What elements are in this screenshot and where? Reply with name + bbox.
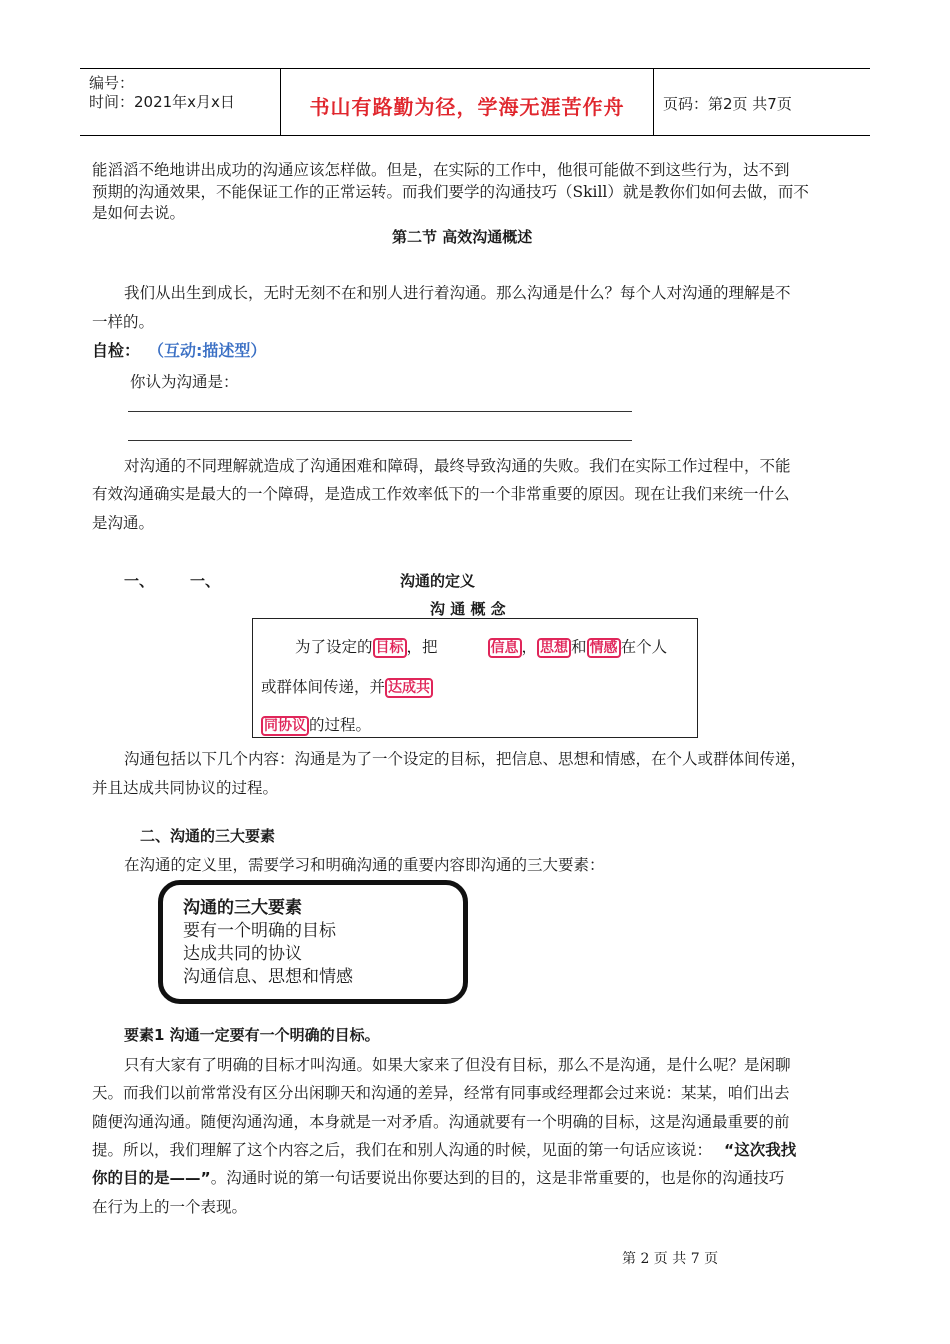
definition-line-1: [295, 635, 667, 657]
three-elements-item-1: 要有一个明确的目标: [183, 921, 336, 941]
highlight-emotion: 情感: [587, 638, 621, 658]
intro-line-3: 是如何去说。: [92, 204, 186, 222]
definition-text: ，把: [406, 638, 438, 656]
answer-line-2[interactable]: [128, 440, 632, 441]
element1-quote-start: “这次我找: [724, 1141, 797, 1159]
element1-line-2: 天。而我们以前常常没有区分出闲聊天和沟通的差异，经常有同事或经理都会过来说：某某，咱们出去: [92, 1084, 790, 1102]
definition-text: ，: [521, 638, 538, 656]
page-header: [80, 68, 870, 136]
definition-line-2: [261, 675, 433, 697]
definition-text: 或群体间传递，并: [261, 678, 386, 696]
concept-title: 沟 通 概 念: [430, 600, 506, 618]
three-elements-item-2: 达成共同的协议: [183, 944, 302, 964]
element1-line-5: [92, 1166, 784, 1188]
definition-text: 在个人: [620, 638, 668, 656]
para3-line-2: 并且达成共同协议的过程。: [92, 779, 279, 797]
heading2: 二、沟通的三大要素: [140, 827, 276, 845]
para2-line-1: 对沟通的不同理解就造成了沟通困难和障碍，最终导致沟通的失败。我们在实际工作过程中，不能: [124, 457, 791, 475]
selfcheck-type: （互动:描述型）: [148, 341, 267, 360]
element1-line-1: 只有大家有了明确的目标才叫沟通。如果大家来了但没有目标，那么不是沟通，是什么呢？是闲聊: [124, 1056, 791, 1074]
definition-box: [252, 618, 698, 738]
date-label: 时间：2021年x月x日: [89, 93, 235, 111]
definition-text: 为了设定的: [295, 638, 373, 656]
element1-text: 提。所以，我们理解了这个内容之后，我们在和别人沟通的时候，见面的第一句话应该说：: [92, 1141, 713, 1159]
para2-line-3: 是沟通。: [92, 514, 155, 532]
element1-heading: 要素1 沟通一定要有一个明确的目标。: [124, 1026, 380, 1044]
para3-line-1: 沟通包括以下几个内容：沟通是为了一个设定的目标，把信息、思想和情感，在个人或群体间传递，: [124, 750, 807, 768]
element1-quote-end: 你的目的是——”: [92, 1169, 211, 1187]
highlight-agreement-a: 达成共: [385, 678, 433, 698]
header-page-code: 页码：第2页 共7页: [663, 95, 792, 113]
element1-text: 。沟通时说的第一句话要说出你要达到的目的，这是非常重要的，也是你的沟通技巧: [210, 1169, 785, 1187]
header-motto-cell: [281, 69, 654, 135]
definition-text: 的过程。: [309, 716, 372, 734]
intro-line-2: 预期的沟通效果，不能保证工作的正常运转。而我们要学的沟通技巧（Skill）就是教你们如何去做，而不: [92, 183, 809, 201]
para1-line-2: 一样的。: [92, 313, 155, 331]
header-page-cell: [654, 69, 870, 135]
heading1-title: 沟通的定义: [400, 572, 476, 590]
highlight-information: 信息: [488, 638, 522, 658]
highlight-agreement-b: 同协议: [261, 716, 309, 736]
header-motto: 书山有路勤为径，学海无涯苦作舟: [309, 95, 625, 119]
highlight-thought: 思想: [537, 638, 571, 658]
highlight-goal: 目标: [373, 638, 407, 658]
answer-line-1[interactable]: [128, 411, 632, 412]
three-elements-item-3: 沟通信息、思想和情感: [183, 967, 353, 987]
section-title: 第二节 高效沟通概述: [392, 228, 533, 246]
para1-line-1: 我们从出生到成长，无时无刻不在和别人进行着沟通。那么沟通是什么？每个人对沟通的理解是不: [124, 284, 791, 302]
para4: 在沟通的定义里，需要学习和明确沟通的重要内容即沟通的三大要素：: [124, 856, 605, 874]
para2-line-2: 有效沟通确实是最大的一个障碍，是造成工作效率低下的一个非常重要的原因。现在让我们来统一什么: [92, 485, 790, 503]
page-footer: 第 2 页 共 7 页: [622, 1251, 719, 1267]
definition-text: 和: [571, 638, 587, 656]
header-meta-cell: [80, 69, 281, 135]
heading1-number-b: 一、: [190, 572, 221, 590]
element1-line-4: [92, 1138, 796, 1160]
selfcheck-label: 自检：: [92, 341, 141, 360]
element1-line-6: 在行为上的一个表现。: [92, 1198, 248, 1216]
three-elements-box: [158, 880, 468, 1004]
element1-line-3: 随便沟通沟通。随便沟通沟通，本身就是一对矛盾。沟通就要有一个明确的目标，这是沟通最重要的前: [92, 1113, 790, 1131]
selfcheck-prompt: 你认为沟通是：: [130, 373, 239, 391]
definition-line-3: [261, 713, 371, 735]
serial-label: 编号：: [89, 74, 135, 92]
heading1-number-a: 一、: [124, 572, 155, 590]
three-elements-title: 沟通的三大要素: [183, 898, 302, 918]
intro-line-1: 能滔滔不绝地讲出成功的沟通应该怎样做。但是，在实际的工作中，他很可能做不到这些行为，达不到: [92, 161, 790, 179]
